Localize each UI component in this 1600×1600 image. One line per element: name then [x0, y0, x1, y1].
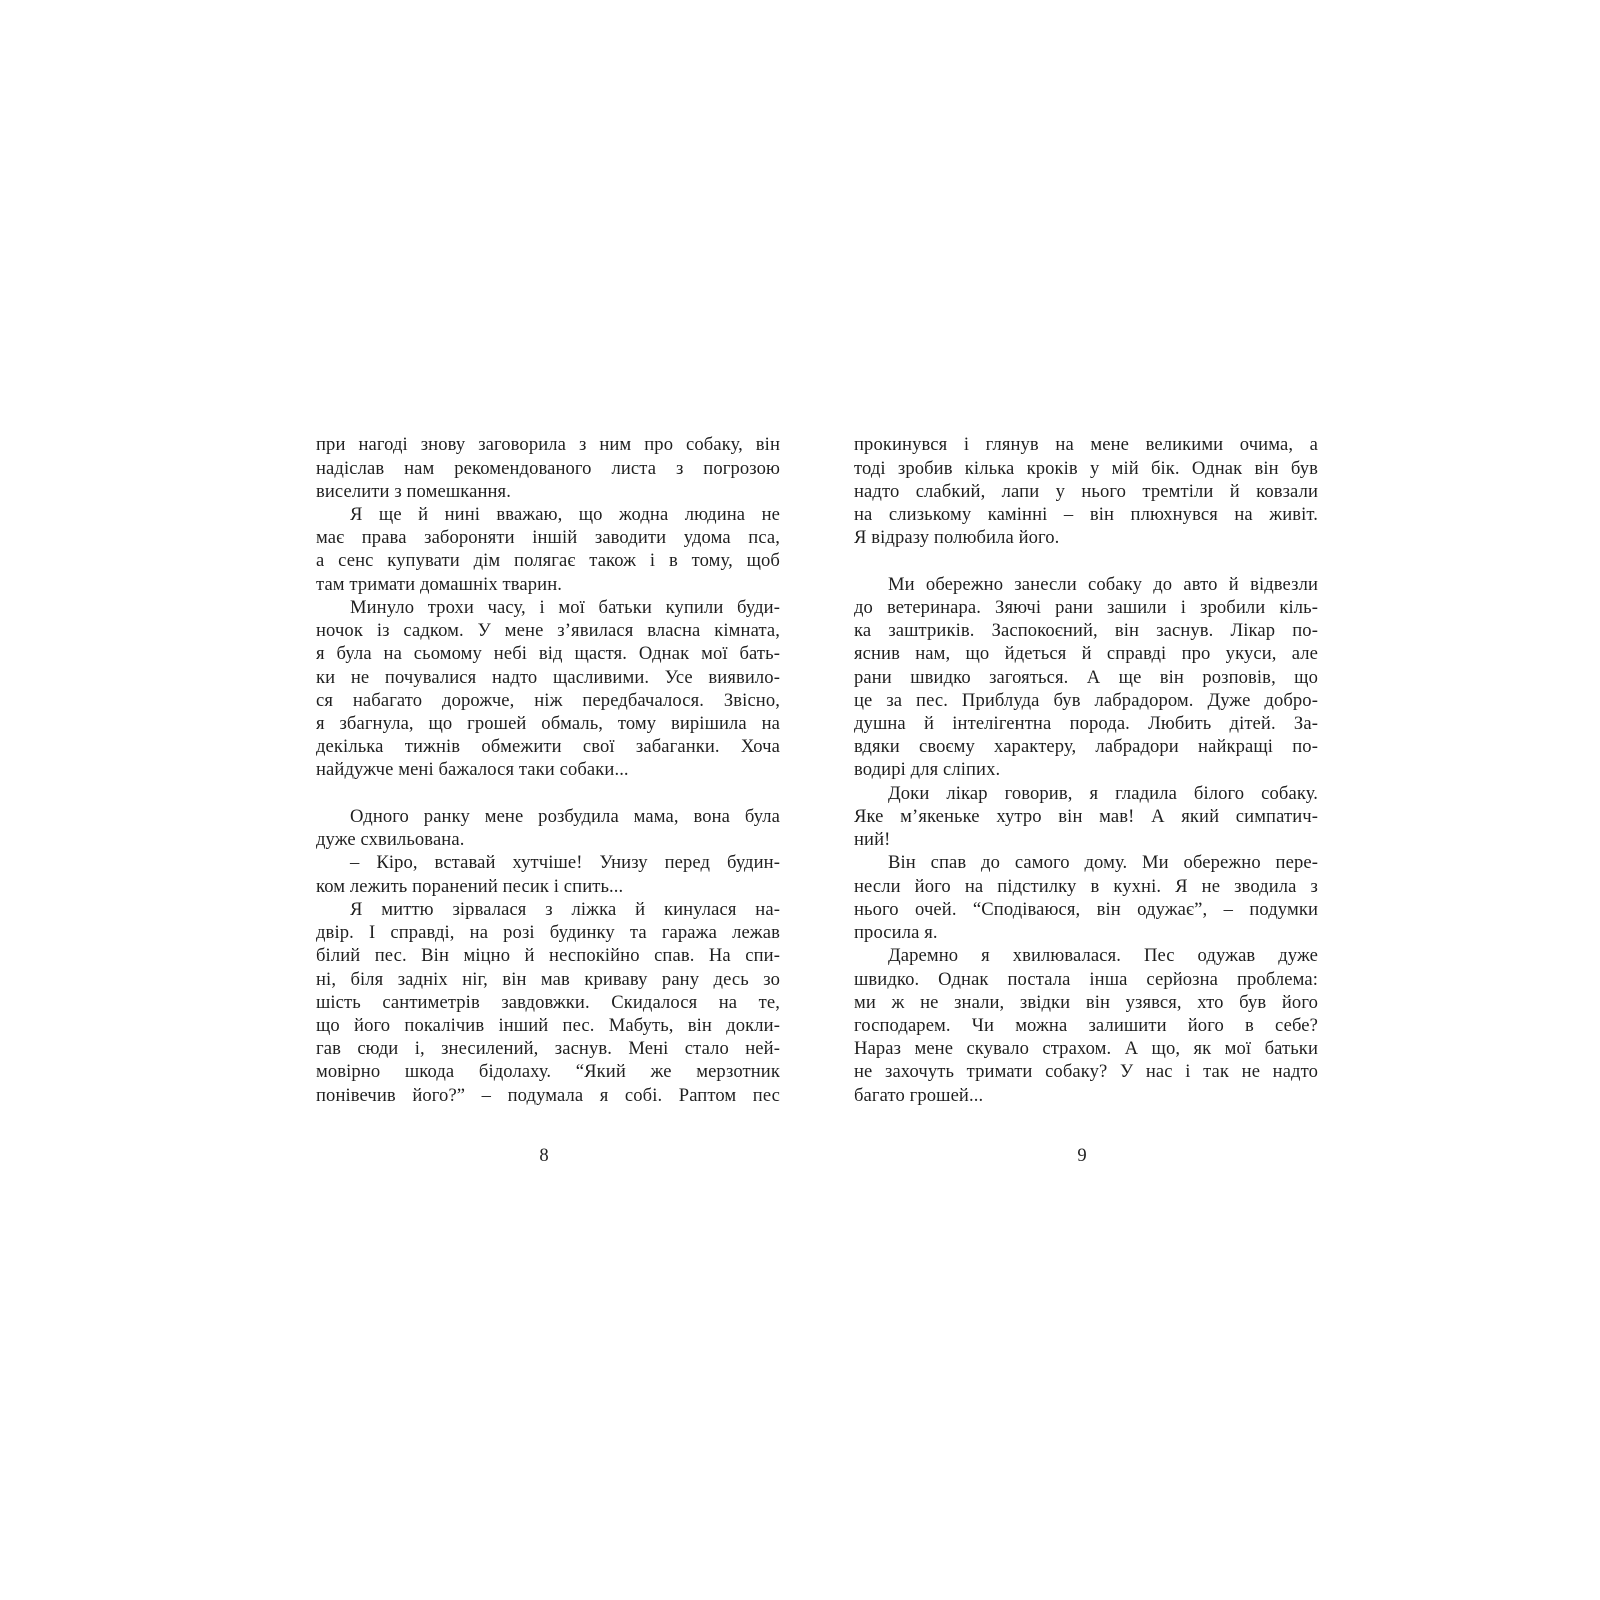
text-line: білий пес. Він міцно й неспокійно спав. На спи-: [316, 945, 780, 966]
text-line: ком лежить поранений песик і спить...: [316, 876, 624, 897]
text-line: понівечив його?” – подумала я собі. Раптом пес: [316, 1085, 780, 1106]
text-line: найдужче мені бажалося таки собаки...: [316, 759, 629, 780]
paragraph-first-line: Ми обережно занесли собаку до авто й відвезли: [888, 574, 1318, 595]
text-line: виселити з помешкання.: [316, 481, 511, 502]
text-line: рани швидко загояться. А ще він розповів, що: [854, 667, 1318, 688]
text-line: ні, біля задніх ніг, він мав криваву рану десь зо: [316, 969, 780, 990]
text-line: надіслав нам рекомендованого листа з погрозою: [316, 458, 780, 479]
text-line: має права забороняти іншій заводити удома пса,: [316, 527, 780, 548]
text-line: Яке м’якеньке хутро він мав! А який симпатич-: [854, 806, 1318, 827]
paragraph-first-line: Минуло трохи часу, і мої батьки купили буди-: [350, 597, 780, 618]
text-line: декілька тижнів обмежити свої забаганки. Хоча: [316, 736, 780, 757]
paragraph-first-line: Даремно я хвилювалася. Пес одужав дуже: [888, 945, 1318, 966]
text-line: шість сантиметрів завдовжки. Скидалося на те,: [316, 992, 780, 1013]
paragraph-first-line: Я миттю зірвалася з ліжка й кинулася на-: [350, 899, 780, 920]
text-line: багато грошей...: [854, 1085, 984, 1106]
text-line: господарем. Чи можна залишити його в себе?: [854, 1015, 1318, 1036]
paragraph-first-line: Я ще й нині вважаю, що жодна людина не: [350, 504, 780, 525]
paragraph-first-line: – Кіро, вставай хутчіше! Унизу перед будин-: [350, 852, 780, 873]
text-line: Я відразу полюбила його.: [854, 527, 1060, 548]
text-line: вдяки своєму характеру, лабрадори найкращі по-: [854, 736, 1318, 757]
text-line: гав сюди і, знесилений, заснув. Мені стало ней-: [316, 1038, 780, 1059]
text-line: ка заштриків. Заспокоєний, він заснув. Лікар по-: [854, 620, 1318, 641]
text-line: дуже схвильована.: [316, 829, 465, 850]
page-number: 8: [539, 1145, 549, 1166]
text-line: прокинувся і глянув на мене великими очима, а: [854, 434, 1318, 455]
text-line: Нараз мене скувало страхом. А що, як мої батьки: [854, 1038, 1318, 1059]
text-line: душна й інтелігентна порода. Любить дітей. За-: [854, 713, 1318, 734]
text-line: ний!: [854, 829, 891, 850]
text-line: ми ж не знали, звідки він узявся, хто був його: [854, 992, 1318, 1013]
text-line: ночок із садком. У мене з’явилася власна кімната,: [316, 620, 780, 641]
paragraph-first-line: Доки лікар говорив, я гладила білого собаку.: [888, 783, 1318, 804]
page-number: 9: [1077, 1145, 1087, 1166]
text-line: а сенс купувати дім полягає також і в тому, щоб: [316, 550, 780, 571]
text-line: нього очей. “Сподіваюся, він одужає”, – подумки: [854, 899, 1318, 920]
text-line: не захочуть тримати собаку? У нас і так не надто: [854, 1061, 1318, 1082]
text-line: швидко. Однак постала інша серйозна проблема:: [854, 969, 1318, 990]
text-line: на слизькому камінні – він плюхнувся на живіт.: [854, 504, 1318, 525]
text-line: ки не почувалися надто щасливими. Усе виявило-: [316, 667, 780, 688]
text-line: тоді зробив кілька кроків у мій бік. Однак він був: [854, 458, 1318, 479]
text-line: я збагнула, що грошей обмаль, тому вирішила на: [316, 713, 780, 734]
text-line: несли його на підстилку в кухні. Я не зводила з: [854, 876, 1318, 897]
text-line: при нагоді знову заговорила з ним про собаку, він: [316, 434, 780, 455]
paragraph-first-line: Він спав до самого дому. Ми обережно пере-: [888, 852, 1318, 873]
text-line: просила я.: [854, 922, 938, 943]
text-line: до ветеринара. Зяючі рани зашили і зробили кіль-: [854, 597, 1318, 618]
text-line: ся набагато дорожче, ніж передбачалося. Звісно,: [316, 690, 780, 711]
text-line: там тримати домашніх тварин.: [316, 574, 562, 595]
text-line: це за пес. Приблуда був лабрадором. Дуже добро-: [854, 690, 1318, 711]
text-line: яснив нам, що йдеться й справді про укуси, але: [854, 643, 1318, 664]
text-line: мовірно шкода бідолаху. “Який же мерзотник: [316, 1061, 780, 1082]
text-line: я була на сьомому небі від щастя. Однак мої бать-: [316, 643, 780, 664]
paragraph-first-line: Одного ранку мене розбудила мама, вона була: [350, 806, 780, 827]
text-line: надто слабкий, лапи у нього тремтіли й ковзали: [854, 481, 1318, 502]
text-line: що його покалічив інший пес. Мабуть, він докли-: [316, 1015, 780, 1036]
text-line: водирі для сліпих.: [854, 759, 1001, 780]
text-line: двір. І справді, на розі будинку та гаража лежав: [316, 922, 780, 943]
